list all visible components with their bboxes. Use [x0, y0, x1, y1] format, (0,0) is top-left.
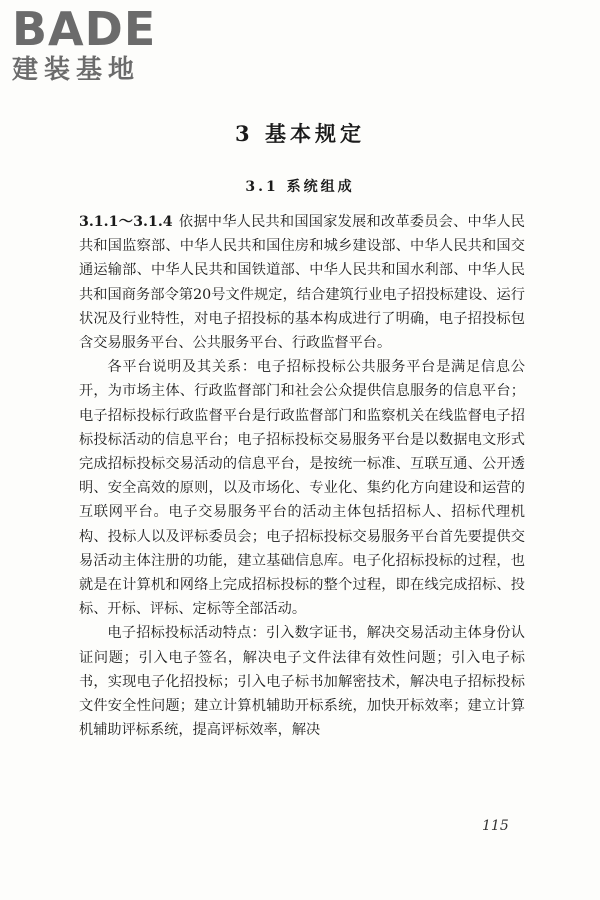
page-number: 115 [482, 818, 509, 834]
paragraph-platform-relations: 各平台说明及其关系：电子招标投标公共服务平台是满足信息公开，为市场主体、行政监督部门和社会公众提供信息服务的信息平台；电子招标投标行政监督平台是行政监督部门和监察机关在线监督电子招标投标活动的信息平台；电子招标投标交易服务平台是以数据电文形式完成招标投标交易活动的信息平台，是按统一标准、互联互通、公开透明、安全高效的原则，以及市场化、专业化、集约化方向建设和运营的互联网平台。电子交易服务平台的活动主体包括招标人、招标代理机构、投标人以及评标委员会；电子招标投标交易服务平台首先要提供交易活动主体注册的功能，建立基础信息库。电子化招标投标的过程，也就是在计算机和网络上完成招标投标的整个过程，即在线完成招标、投标、开标、评标、定标等全部活动。 [79, 359, 525, 618]
logo-subtitle: 建装基地 [12, 55, 141, 85]
section-title: 3.1 系统组成 [245, 179, 355, 195]
chapter-title: 3 基本规定 [235, 121, 365, 146]
paragraph-text: 依据中华人民共和国国家发展和改革委员会、中华人民共和国监察部、中华人民共和国住房和城乡建设部、中华人民共和国交通运输部、中华人民共和国铁道部、中华人民共和国水利部、中华人民共和国商务部令第20号文件规定，结合建筑行业电子招投标建设、运行状况及行业特性，对电子招投标的基本构成进行了明确，电子招投标包含交易服务平台、公共服务平台、行政监督平台。 [79, 214, 525, 352]
clause-number: 3.1.1～3.1.4 [79, 214, 173, 230]
body-text [79, 210, 525, 742]
publisher-logo [12, 4, 182, 96]
paragraph-clause-3-1-1 [79, 210, 525, 355]
paragraph-activity-features: 电子招标投标活动特点：引入数字证书，解决交易活动主体身份认证问题；引入电子签名，解决电子文件法律有效性问题；引入电子标书，实现电子化招投标；引入电子标书加解密技术，解决电子招标投标文件安全性问题；建立计算机辅助开标系统，加快开标效率；建立计算机辅助评标系统，提高评标效率，解决 [79, 625, 525, 739]
logo-wordmark: BADE [12, 2, 157, 56]
